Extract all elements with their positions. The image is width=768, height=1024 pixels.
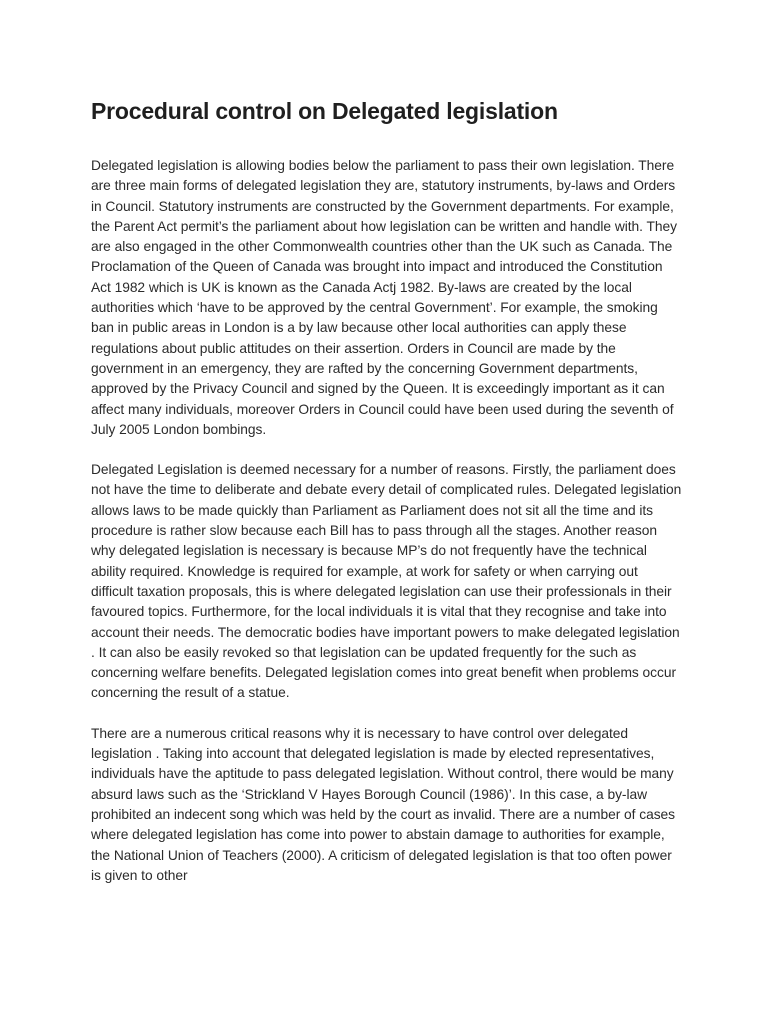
document-content <box>91 94 683 906</box>
paragraph-2: Delegated Legislation is deemed necessary for a number of reasons. Firstly, the parliament does not have the time to deliberate and debate every detail of complicated rules. Delegated legislation allows laws to be made quickly than Parliament as Parliament does not sit all the time and its procedure is rather slow because each Bill has to pass through all the stages. Another reason why delegated legislation is necessary is because MP’s do not frequently have the technical ability required. Knowledge is required for example, at work for safety or when carrying out difficult taxation proposals, this is where delegated legislation can use their professionals in their favoured topics. Furthermore, for the local individuals it is vital that they recognise and take into account their needs. The democratic bodies have important powers to make delegated legislation . It can also be easily revoked so that legislation can be updated frequently for the such as concerning welfare benefits. Delegated legislation comes into great benefit when problems occur concerning the result of a statue. <box>91 462 682 701</box>
page-title: Procedural control on Delegated legislation <box>91 98 558 124</box>
paragraph-3: There are a numerous critical reasons why it is necessary to have control over delegated legislation . Taking into account that delegated legislation is made by elected representatives, individuals have the aptitude to pass delegated legislation. Without control, there would be many absurd laws such as the ‘Strickland V Hayes Borough Council (1986)’. In this case, a by-law prohibited an indecent song which was held by the court as invalid. There are a number of cases where delegated legislation has come into power to abstain damage to authorities for example, the National Union of Teachers (2000). A criticism of delegated legislation is that too often power is given to other <box>91 725 676 883</box>
paragraph-1: Delegated legislation is allowing bodies below the parliament to pass their own legislation. There are three main forms of delegated legislation they are, statutory instruments, by-laws and Orders in Council. Statutory instruments are constructed by the Government departments. For example, the Parent Act permit’s the parliament about how legislation can be written and handle with. They are also engaged in the other Commonwealth countries other than the UK such as Canada. The Proclamation of the Queen of Canada was brought into impact and introduced the Constitution Act 1982 which is UK is known as the Canada Actj 1982. By-laws are created by the local authorities which ‘have to be approved by the central Government’. For example, the smoking ban in public areas in London is a by law because other local authorities can apply these regulations about public attitudes on their assertion. Orders in Council are made by the government in an emergency, they are rafted by the concerning Government departments, approved by the Privacy Council and signed by the Queen. It is exceedingly important as it can affect many individuals, moreover Orders in Council could have been used during the seventh of July 2005 London bombings. <box>91 158 677 437</box>
